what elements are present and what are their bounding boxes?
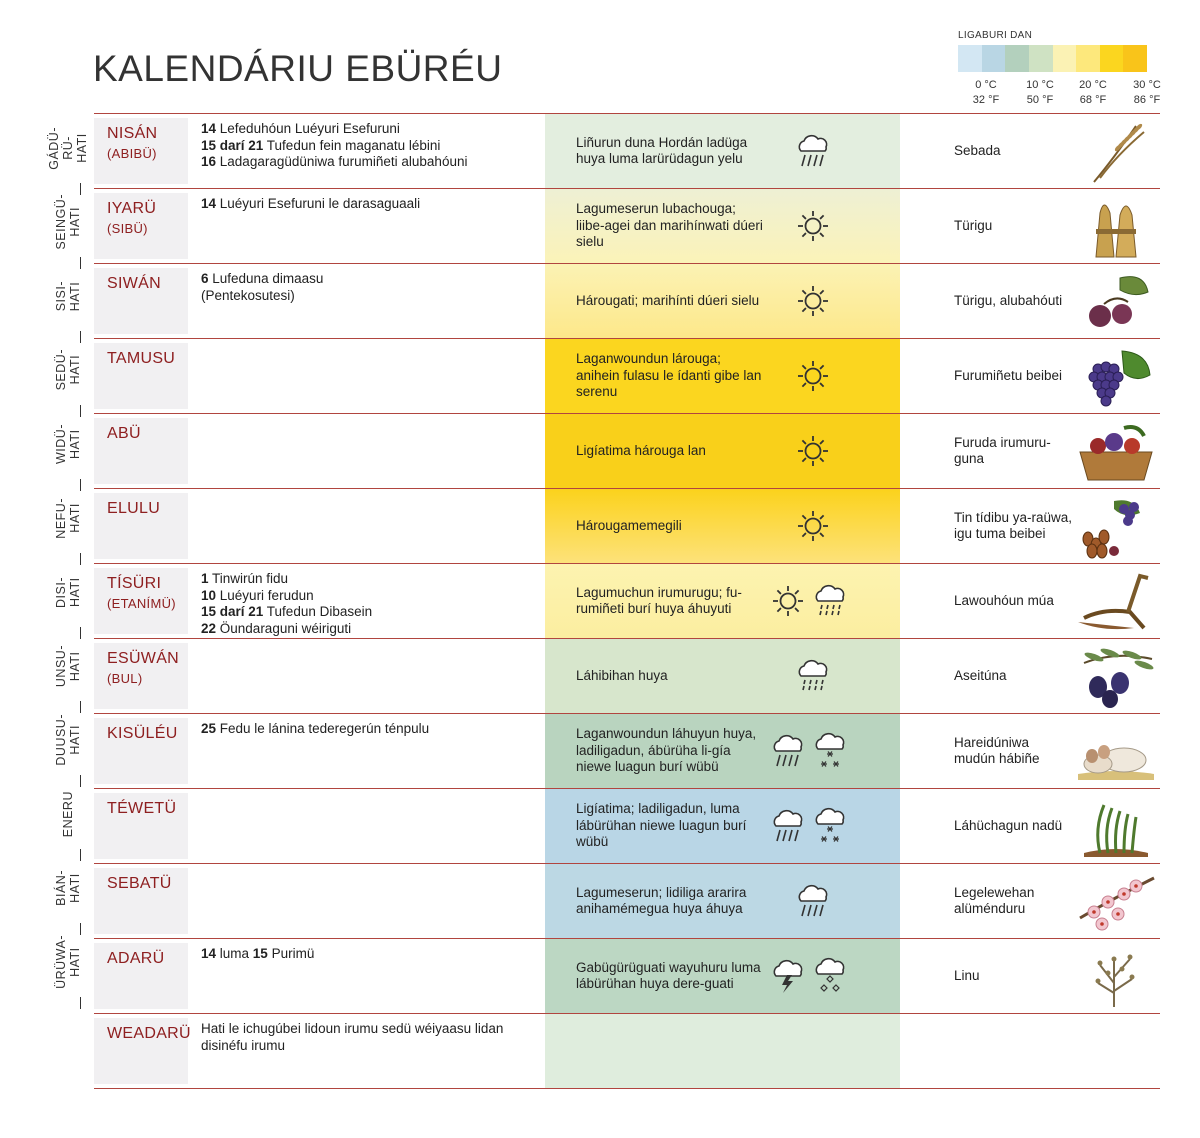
festival-events [201,571,531,637]
event-line [201,288,531,305]
legend-tick-fahrenheit: 32 °F [972,94,1000,106]
event-date: 16 [201,154,217,169]
month-alt-name: (SIBÜ) [107,221,148,236]
crop-name: Tin tídibu ya-raüwa, igu tuma beibei [954,509,1073,541]
event-line [201,121,531,138]
weather-description: Lagumeserun; lidiliga ararira anihamémegua huya áhuya [576,884,747,916]
month-row [94,863,1160,938]
season-name: NEFU- HATI [54,497,82,539]
event-line [201,571,531,588]
weather-description: Laganwoundun lárouga; anihein fulasu le ídanti gibe lan serenu [576,351,762,400]
month-row [94,1013,1160,1089]
month-cell [94,568,188,634]
crop-name: Sebada [954,142,1001,158]
sheep-illustration [1074,718,1158,784]
legend-swatch [1123,45,1147,72]
sun-icon [770,583,806,619]
temperature-legend [958,30,1168,108]
month-cell [94,643,188,709]
month-name: SIWÁN [107,275,161,292]
month-row [94,488,1160,563]
calendar-table [94,113,1160,1089]
month-cell [94,418,188,484]
event-line [201,138,531,155]
season-name: BIÁN- HATI [54,870,82,906]
legend-swatch [1100,45,1124,72]
month-cell [94,193,188,259]
event-date: 1 [201,571,209,586]
month-cell [94,118,188,184]
sprouting-grass-illustration [1074,793,1158,859]
season-label [46,555,90,629]
season-name: ÜRÜWA- HATI [54,935,82,989]
legend-tick-fahrenheit: 50 °F [1026,94,1054,106]
weather-description: Láhibihan huya [576,667,668,683]
legend-swatch [1076,45,1100,72]
month-cell [94,718,188,784]
season-divider [80,405,81,417]
event-text: Purimü [267,946,315,961]
weather-cell [545,1014,900,1088]
month-name: ESÜWÁN [107,650,180,667]
month-name: TÉWETÜ [107,800,177,817]
event-text: Öundaraguni wéiriguti [216,620,352,636]
crop-name: Legelewehan alüménduru [954,884,1035,916]
snow-icon [812,731,848,771]
event-text: Lefeduhóun Luéyuri Esefuruni [216,121,400,136]
weather-cell [545,114,900,188]
month-row [94,188,1160,263]
weather-cell [545,189,900,263]
legend-tick [1063,78,1123,108]
season-label-block [46,185,90,259]
crop-name: Hareidúniwa mudún hábiñe [954,734,1040,766]
rain-icon [795,133,831,169]
season-divider [80,183,81,195]
season-divider [80,479,81,491]
season-divider [80,701,81,713]
legend-tick-celsius: 30 °C [1133,79,1161,91]
season-label [46,259,90,333]
season-name: SEINGÜ- HATI [54,194,82,250]
event-text: luma [216,946,253,961]
season-label [46,481,90,555]
weather-description: Ligíatima hárouga lan [576,442,706,458]
legend-color-bar [958,45,1147,72]
event-date: 15 darí 21 [201,137,264,153]
event-line [201,721,531,738]
event-text: Tinwirún fidu [208,571,289,586]
month-row [94,938,1160,1013]
barley-illustration [1074,118,1158,184]
weather-icons [795,864,915,938]
month-name: KISÜLÉU [107,725,178,742]
month-cell [94,793,188,859]
legend-swatch [1029,45,1053,72]
weather-icons [770,939,890,1013]
month-name: TÍSÜRI [107,575,162,592]
season-name: SISI- HATI [54,280,82,312]
event-date: 6 [201,271,209,286]
legend-swatch [958,45,982,72]
season-label-block [46,851,90,925]
legend-tick [1117,78,1177,108]
thunderstorm-icon [770,958,806,994]
season-name: DISI- HATI [54,576,82,608]
season-label [46,629,90,703]
month-row [94,338,1160,413]
event-text: Tufedun Dibasein [263,604,373,619]
weather-description: Hárougati; marihínti dúeri sielu [576,292,760,308]
festival-events [201,946,531,963]
season-divider [80,627,81,639]
wheat-sheaves-illustration [1074,193,1158,259]
season-label-block [46,407,90,481]
season-label [46,703,90,777]
crop-name: Láhüchagun nadü [954,817,1063,833]
drizzle-icon [812,583,848,619]
season-divider [80,331,81,343]
month-row [94,638,1160,713]
legend-tick-fahrenheit: 68 °F [1079,94,1107,106]
weather-cell [545,339,900,413]
event-text: Luéyuri Esefuruni le darasaguaali [216,196,421,211]
month-cell [94,343,188,409]
weather-cell [545,414,900,488]
weather-cell [545,639,900,713]
event-text: Tufedun fein maganatu lébini [263,137,441,153]
event-date: 14 [201,196,217,211]
festival-events [201,1021,531,1054]
weather-cell [545,864,900,938]
weather-icons [795,639,915,713]
weather-cell [545,564,900,638]
month-cell [94,868,188,934]
grapes-illustration [1074,343,1158,409]
season-label-block [46,629,90,703]
month-row [94,113,1160,188]
legend-swatch [1053,45,1077,72]
festival-events [201,121,531,171]
drizzle-icon [795,658,831,694]
season-name: WIDÜ- HATI [54,424,82,464]
weather-icons [795,489,915,563]
event-text: Ladagaragüdüniwa furumiñeti alubahóuni [216,154,468,169]
season-label [46,333,90,407]
rain-icon [795,883,831,919]
season-label [46,185,90,259]
month-cell [94,268,188,334]
season-divider [80,257,81,269]
season-divider [80,849,81,861]
weather-icons [770,564,890,638]
crop-name: Furumiñetu beibei [954,367,1063,383]
month-name: SEBATÜ [107,875,172,892]
month-cell [94,493,188,559]
event-text: Luéyuri ferudun [216,587,314,603]
crop-name: Aseitúna [954,667,1007,683]
flax-illustration [1074,943,1158,1009]
season-label-block [46,481,90,555]
weather-description: Lagumeserun lubachouga; liibe-agei dan marihínwati dúeri sielu [576,201,763,250]
weather-cell [545,939,900,1013]
month-cell [94,1018,191,1084]
event-line [201,588,531,605]
month-name: ADARÜ [107,950,165,967]
month-row [94,563,1160,638]
month-name: IYARÜ [107,200,157,217]
fruit-basket-illustration [1074,418,1158,484]
legend-label: LIGABURI DAN [958,30,1033,41]
month-row [94,413,1160,488]
sun-icon [795,433,831,469]
season-label [46,925,90,999]
weather-description: Liñurun duna Hordán ladüga huya luma larürüdagun yelu [576,134,748,166]
festival-events [201,721,531,738]
legend-tick [956,78,1016,108]
month-name: TAMUSU [107,350,176,367]
weather-icons [770,714,890,788]
month-alt-name: (BUL) [107,671,143,686]
event-date: 14 [201,121,217,136]
month-name: WEADARÜ [107,1025,191,1042]
season-label-block [46,333,90,407]
event-text: Fedu le lánina tederegerún ténpulu [216,721,430,736]
event-date: 25 [201,721,217,736]
month-alt-name: (ABIBÜ) [107,146,157,161]
crop-name: Lawouhóun múa [954,592,1054,608]
event-line [201,196,531,213]
season-label-block [46,259,90,333]
season-divider [80,775,81,787]
legend-tick [1010,78,1070,108]
weather-cell [545,489,900,563]
sun-icon [795,508,831,544]
event-line [201,271,531,288]
season-name: GÁDÜ- RÜ- HATI [47,126,89,170]
weather-icons [770,789,890,863]
month-name: ABÜ [107,425,141,442]
rain-icon [770,733,806,769]
weather-description: Hárougamemegili [576,517,682,533]
season-label [46,407,90,481]
legend-tick-celsius: 20 °C [1079,79,1107,91]
rain-icon [770,808,806,844]
weather-cell [545,264,900,338]
event-text: Lufeduna dimaasu [208,271,324,286]
weather-cell [545,714,900,788]
page-title: KALENDÁRIU EBÜRÉU [93,48,503,89]
event-line [201,1021,531,1054]
weather-description: Laganwoundun láhuyun huya, ladiligadun, ábürüha li-gía niewe luagun burí wübü [576,726,757,775]
season-name: UNSU- HATI [54,644,82,688]
season-label-block [46,925,90,999]
crop-name: Türigu [954,217,993,233]
event-text: (Pentekosutesi) [201,287,295,303]
sun-icon [795,283,831,319]
weather-cell [545,789,900,863]
plow-illustration [1074,568,1158,634]
legend-tick-celsius: 10 °C [1026,79,1054,91]
crop-name: Furuda irumuru-guna [954,434,1051,466]
event-date: 14 [201,946,217,961]
season-label [46,111,90,185]
weather-icons [795,264,915,338]
snow-icon [812,806,848,846]
weather-icons [770,1014,890,1088]
month-alt-name: (ETANÍMÜ) [107,596,176,611]
event-date: 15 [252,946,268,961]
season-name: SEDÜ- HATI [54,349,82,391]
event-line [201,154,531,171]
season-label-block [46,111,90,185]
weather-description: Ligíatima; ladiligadun, luma lábürühan niewe luagun burí wübü [576,801,747,850]
crop-name: Linu [954,967,980,983]
season-label-block [46,555,90,629]
weather-description: Gabügürüguati wayuhuru luma lábürühan huya dere-guati [576,959,761,991]
legend-tick-fahrenheit: 86 °F [1133,94,1161,106]
month-name: ELULU [107,500,161,517]
season-divider [80,997,81,1009]
weather-icons [795,339,915,413]
event-line [201,604,531,621]
season-name: ENERU [61,790,75,838]
season-label-block [46,777,90,851]
festival-events [201,271,531,304]
legend-tick-celsius: 0 °C [975,79,997,91]
event-date: 15 darí 21 [201,604,264,619]
month-cell [94,943,188,1009]
season-label [46,851,90,925]
event-date: 22 [201,620,217,636]
event-line [201,946,531,963]
dates-pomegranate-illustration [1074,493,1158,559]
figs-illustration [1074,268,1158,334]
month-row [94,713,1160,788]
festival-events [201,196,531,213]
sun-icon [795,208,831,244]
legend-swatch [1005,45,1029,72]
legend-swatch [982,45,1006,72]
almond-blossom-illustration [1074,868,1158,934]
olives-illustration [1074,643,1158,709]
season-divider [80,553,81,565]
event-line [201,621,531,638]
season-name: DUUSU- HATI [54,714,82,766]
weather-icons [795,414,915,488]
hail-icon [812,956,848,996]
weather-description: Lagumuchun irumurugu; fu-rumiñeti burí huya áhuyuti [576,584,742,616]
weather-icons [795,189,915,263]
legend-ticks [958,72,1168,108]
crop-name: Türigu, alubahóuti [954,292,1063,308]
weather-icons [795,114,915,188]
event-text: Hati le ichugúbei lidoun irumu sedü wéiyaasu lidan disinéfu irumu [201,1021,504,1053]
sun-icon [795,358,831,394]
month-row [94,263,1160,338]
event-date: 10 [201,587,217,603]
season-label-block [46,703,90,777]
season-divider [80,923,81,935]
month-row [94,788,1160,863]
season-label [46,777,90,851]
month-name: NISÁN [107,125,158,142]
